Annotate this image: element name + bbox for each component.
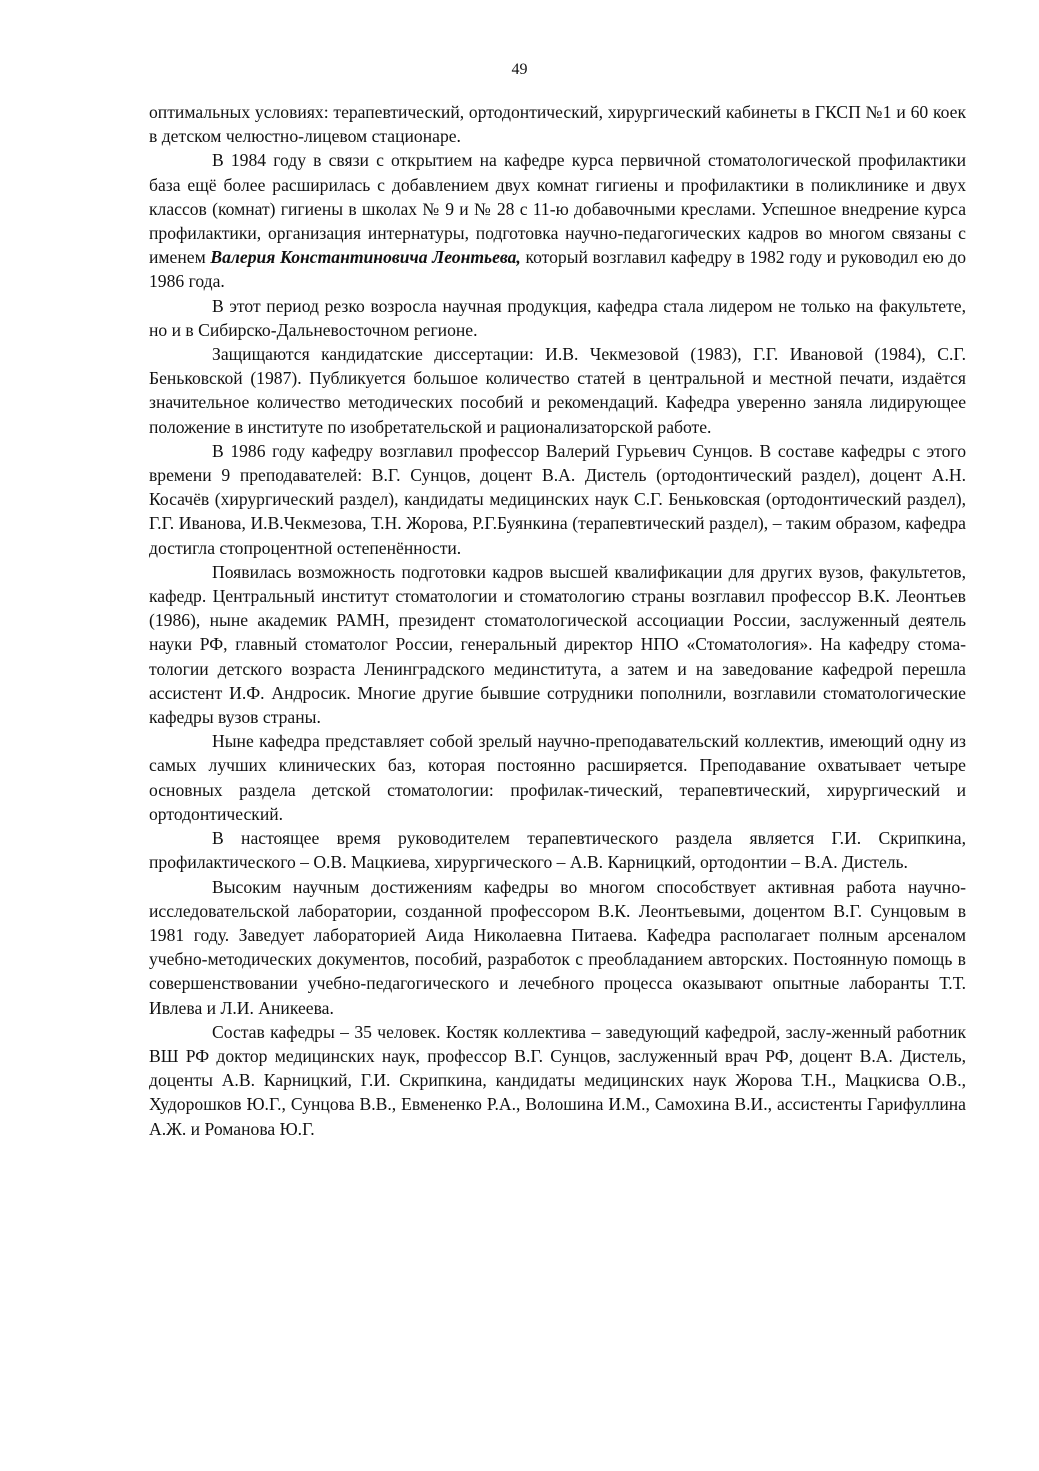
paragraph-2-before: В 1984 году в связи с открытием на кафедре курса первичной стоматологической профилактики база ещё более расширилась с добавлением двух комнат гигиены и профилактики в поликлинике и двух классов (комнат) гигиены в школах № 9 и № 28 с 11-ю добавочными креслами. Успешное внедрение курса профилактики, организация интернатуры, подготовка научно-педагогических кадров во многом связаны с именем: [149, 150, 966, 268]
paragraph-9: Высоким научным достижениям кафедры во многом способствует активная работа научно-исследовательской лаборатории, созданной профессором В.К. Леонтьевыми, доцентом В.Г. Сунцовым в 1981 году. Заведует лабораторией Аида Николаевна Питаева. Кафедра располагает полным арсеналом учебно-методических документов, пособий, разработок с преобладанием авторских. Постоянную помощь в совершенствовании учебно-педагогического и лечебного процесса оказывают опытные лаборанты Т.Т. Ивлева и Л.И. Аникеева.: [149, 876, 966, 1018]
paragraph-4: Защищаются кандидатские диссертации: И.В. Чекмезовой (1983), Г.Г. Ивановой (1984), С.Г. Беньковской (1987). Публикуется большое количество статей в центральной и местной печати, издаётся значительное количество методических пособий и рекомендаций. Кафедра уверенно заняла лидирующее положение в институте по изобретательской и рационализаторской работе.: [149, 344, 966, 437]
paragraph-10: Состав кафедры – 35 человек. Костяк коллектива – заведующий кафедрой, заслу-женный работник ВШ РФ доктор медицинских наук, профессор В.Г. Сунцов, заслуженный врач РФ, доцент В.А. Дистель, доценты А.В. Карницкий, Г.И. Скрипкина, кандидаты медицинских наук Жорова Т.Н., Мацкисва О.В., Худорошков Ю.Г., Сунцова В.В., Евмененко Р.А., Волошина И.М., Самохина В.И., ассистенты Гарифуллина А.Ж. и Романова Ю.Г.: [149, 1021, 966, 1139]
paragraph-6: Появилась возможность подготовки кадров высшей квалификации для других вузов, факультетов, кафедр. Центральный институт стоматологии и стоматологию страны возглавил профессор В.К. Леонтьев (1986), ныне академик РАМН, президент стоматологической ассоциации России, заслуженный деятель науки РФ, главный стоматолог России, генеральный директор НПО «Стоматология». На кафедру стома-тологии детского возраста Ленинградского мединститута, а затем и на заведование кафедрой перешла ассистент И.Ф. Андросик. Многие другие бывшие сотрудники пополнили, возглавили стоматологические кафедры вузов страны.: [149, 561, 966, 728]
page-body: [149, 100, 966, 1141]
paragraph-8: В настоящее время руководителем терапевтического раздела является Г.И. Скрипкина, профилактического – О.В. Мацкиева, хирургического – А.В. Карницкий, ортодонтии – В.А. Дистель.: [149, 828, 966, 873]
paragraph-1: оптимальных условиях: терапевтический, ортодонтический, хирургический кабинеты в ГКСП №1 и 60 коек в детском челюстно-лицевом стационаре.: [149, 102, 966, 147]
person-name-emphasis: Валерия Константиновича Леонтьева,: [210, 247, 521, 268]
paragraph-5: В 1986 году кафедру возглавил профессор Валерий Гурьевич Сунцов. В составе кафедры с этого времени 9 преподавателей: В.Г. Сунцов, доцент В.А. Дистель (ортодонтический раздел), доцент А.Н. Косачёв (хирургический раздел), кандидаты медицинских наук С.Г. Беньковская (ортодонтический раздел), Г.Г. Иванова, И.В.Чекмезова, Т.Н. Жорова, Р.Г.Буянкина (терапевтический раздел), – таким образом, кафедра достигла стопроцентной остепенённости.: [149, 440, 966, 558]
paragraph-7: Ныне кафедра представляет собой зрелый научно-преподавательский коллектив, имеющий одну из самых лучших клинических баз, которая постоянно расширяется. Преподавание охватывает четыре основных раздела детской стоматологии: профилак-тический, терапевтический, хирургический и ортодонтический.: [149, 731, 966, 824]
paragraph-2-after: который возглавил кафедру в 1982 году и руководил ею до 1986 года.: [149, 247, 966, 292]
page-number: 49: [511, 61, 528, 78]
paragraph-3: В этот период резко возросла научная продукция, кафедра стала лидером не только на факультете, но и в Сибирско-Дальневосточном регионе.: [149, 295, 966, 340]
paragraph-2: [149, 148, 966, 293]
